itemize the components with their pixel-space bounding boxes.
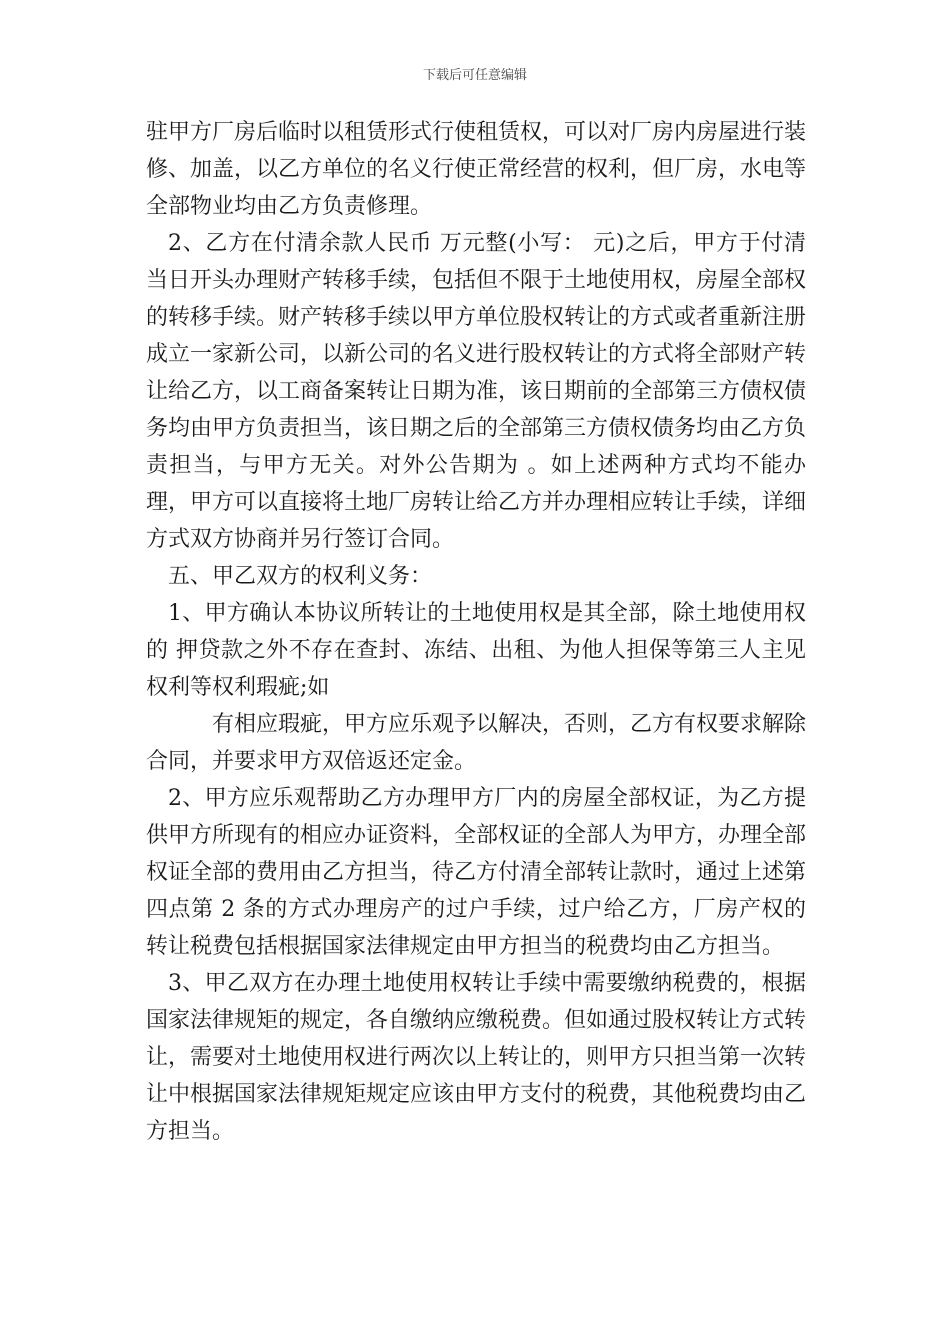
paragraph-continuation: 驻甲方厂房后临时以租赁形式行使租赁权，可以对厂房内房屋进行装修、加盖，以乙方单位的名义行使正常经营的权利，但厂房，水电等全部物业均由乙方负责修理。 [146,120,807,219]
document-body [146,114,806,1150]
page-header: 下载后可任意编辑 [422,68,527,83]
paragraph-clause-4-2: 2、乙方在付清余款人民币 万元整(小写： 元)之后，甲方于付清当日开头办理财产转移手续，包括但不限于土地使用权，房屋全部权的转移手续。财产转移手续以甲方单位股权转让的方式或者重新注册成立一家新公司，以新公司的名义进行股权转让的方式将全部财产转让给乙方，以工商备案转让日期为准，该日期前的全部第三方债权债务均由甲方负责担当，该日期之后的全部第三方债权债务均由乙方负责担当，与甲方无关。对外公告期为 。如上述两种方式均不能办理，甲方可以直接将土地厂房转让给乙方并办理相应转让手续，详细方式双方协商并另行签订合同。 [146,231,807,552]
paragraph-clause-5-1-continued: 有相应瑕疵，甲方应乐观予以解决，否则，乙方有权要求解除合同，并要求甲方双倍返还定金。 [146,712,807,774]
paragraph-clause-5-1: 1、甲方确认本协议所转让的土地使用权是其全部，除土地使用权的 押贷款之外不存在查封、冻结、出租、为他人担保等第三人主见权利等权利瑕疵;如 [146,601,806,700]
paragraph-clause-5-3: 3、甲乙双方在办理土地使用权转让手续中需要缴纳税费的，根据国家法律规矩的规定，各自缴纳应缴税费。但如通过股权转让方式转让，需要对土地使用权进行两次以上转让的，则甲方只担当第一次转让中根据国家法律规矩规定应该由甲方支付的税费，其他税费均由乙方担当。 [146,971,807,1144]
paragraph-clause-5-2: 2、甲方应乐观帮助乙方办理甲方厂内的房屋全部权证，为乙方提供甲方所现有的相应办证资料，全部权证的全部人为甲方，办理全部权证全部的费用由乙方担当，待乙方付清全部转让款时，通过上述第四点第 2 条的方式办理房产的过户手续，过户给乙方，厂房产权的转让税费包括根据国家法律规定由甲方担当的税费均由乙方担当。 [146,786,807,959]
section-heading-rights-obligations: 五、甲乙双方的权利义务： [168,564,433,589]
